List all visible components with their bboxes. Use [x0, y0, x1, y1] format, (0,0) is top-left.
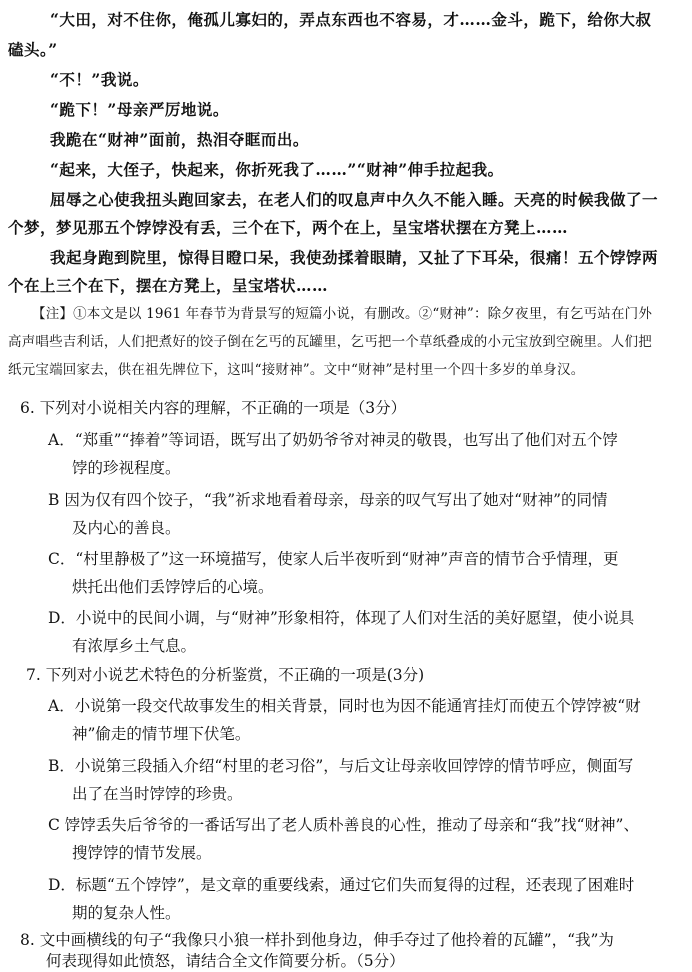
question-6-option-b: B 因为仅有四个饺子，“我”祈求地看着母亲，母亲的叹气写出了她对“财神”的同情 [48, 491, 608, 509]
story-line: “起来，大侄子，快起来，你折死我了……”“财神”伸手拉起我。 [50, 160, 504, 179]
note-line: 纸元宝端回家去，供在祖先牌位下，这叫“接财神”。文中“财神”是村里一个四十多岁的单身汉。 [8, 362, 585, 378]
question-8-stem: 8. 文中画横线的句子“我像只小狼一样扑到他身边，伸手夺过了他拎着的瓦罐”，“我”为 [20, 931, 614, 949]
story-line: 磕头。” [8, 40, 58, 59]
story-line: “不！”我说。 [50, 70, 149, 89]
question-7-option-d: D．标题“五个饽饽”，是文章的重要线索，通过它们失而复得的过程，还表现了困难时 [48, 876, 635, 894]
story-line: 个在上三个在下，摆在方凳上，呈宝塔状…… [8, 276, 329, 295]
question-7-stem: 7. 下列对小说艺术特色的分析鉴赏，不正确的一项是(3分) [26, 666, 425, 684]
story-line: “大田，对不住你，俺孤儿寡妇的，弄点东西也不容易，才……金斗，跪下，给你大叔 [50, 10, 652, 29]
story-line: 我跪在“财神”面前，热泪夺眶而出。 [50, 130, 309, 149]
story-line: 个梦，梦见那五个饽饽没有丢，三个在下，两个在上，呈宝塔状摆在方凳上…… [8, 218, 569, 237]
story-line: 屈辱之心使我扭头跑回家去，在老人们的叹息声中久久不能入睡。天亮的时候我做了一 [50, 190, 659, 209]
question-7-option-c-cont: 搜饽饽的情节发展。 [72, 844, 212, 862]
question-6-option-d: D．小说中的民间小调，与“财神”形象相符，体现了人们对生活的美好愿望，使小说具 [48, 609, 635, 627]
question-6-option-b-cont: 及内心的善良。 [72, 519, 181, 537]
question-7-option-a: A．小说第一段交代故事发生的相关背景，同时也为因不能通宵挂灯而使五个饽饽被“财 [48, 697, 641, 715]
story-line: 我起身跑到院里，惊得目瞪口呆，我使劲揉着眼睛，又扯了下耳朵，很痛！五个饽饽两 [50, 248, 659, 267]
note-line: 高声唱些吉利话，人们把煮好的饺子倒在乞丐的瓦罐里，乞丐把一个草纸叠成的小元宝放到空碗里。人们把 [8, 334, 652, 350]
question-7-option-d-cont: 期的复杂人性。 [72, 904, 181, 922]
question-6-option-c: C．“村里静极了”这一环境描写，使家人后半夜听到“财神”声音的情节合乎情理，更 [48, 550, 619, 568]
question-6-option-a: A．“郑重”“捧着”等词语，既写出了奶奶爷爷对神灵的敬畏，也写出了他们对五个饽 [48, 431, 618, 449]
note-line: 【注】①本文是以 1961 年春节为背景写的短篇小说，有删改。②“财神”：除夕夜里，有乞丐站在门外 [32, 306, 653, 322]
question-6-stem: 6. 下列对小说相关内容的理解，不正确的一项是（3分） [20, 399, 407, 417]
question-8-stem-cont: 何表现得如此愤怒，请结合全文作简要分析。（5分） [46, 952, 405, 970]
question-7-option-b-cont: 出了在当时饽饽的珍贵。 [72, 785, 243, 803]
question-7-option-a-cont: 神”偷走的情节埋下伏笔。 [72, 725, 251, 743]
question-7-option-b: B．小说第三段插入介绍“村里的老习俗”，与后文让母亲收回饽饽的情节呼应，侧面写 [48, 757, 634, 775]
question-6-option-a-cont: 饽的珍视程度。 [72, 459, 181, 477]
question-6-option-c-cont: 烘托出他们丢饽饽后的心境。 [72, 578, 274, 596]
question-6-option-d-cont: 有浓厚乡土气息。 [72, 637, 197, 655]
story-line: “跪下！”母亲严厉地说。 [50, 100, 229, 119]
question-7-option-c: C 饽饽丢失后爷爷的一番话写出了老人质朴善良的心性，推动了母亲和“我”找“财神”、 [48, 816, 639, 834]
